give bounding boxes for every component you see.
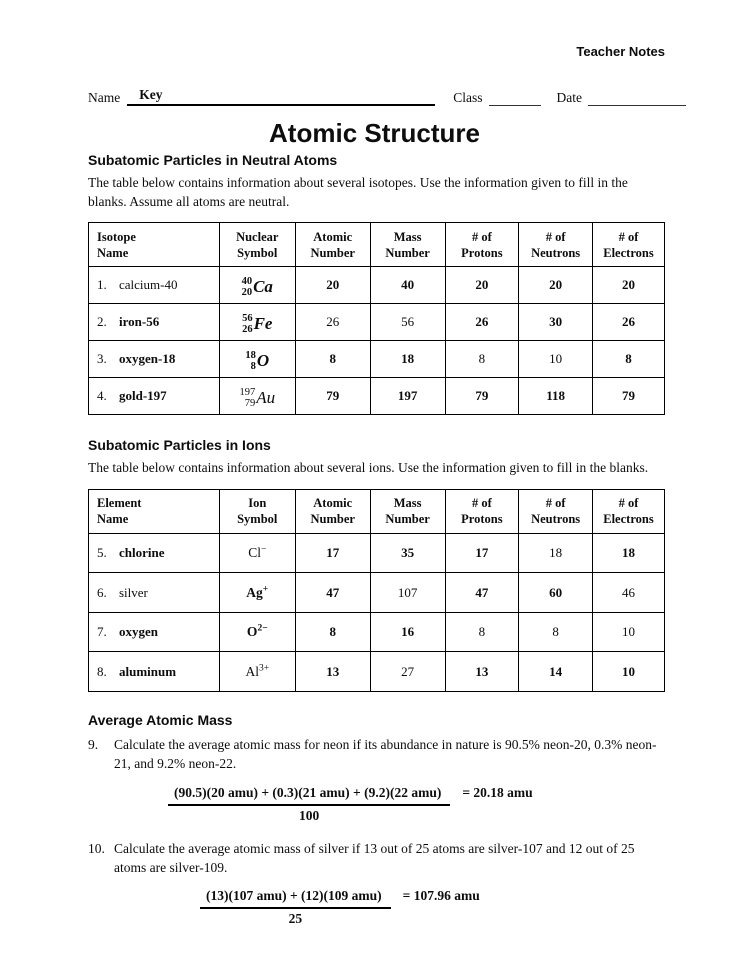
ions-table-name-cell — [89, 573, 220, 613]
ions-table-value-cell-1: 35 — [370, 533, 445, 573]
isotopes-table-name: iron-56 — [119, 314, 160, 330]
question-10-fraction — [200, 888, 391, 927]
isotopes-table-header-2: Atomic Number — [295, 223, 370, 267]
ion-symbol: Ag+ — [246, 584, 269, 600]
nuclear-symbol — [245, 350, 269, 373]
teacher-notes-label: Teacher Notes — [576, 44, 665, 59]
ions-table-value-cell-3: 14 — [519, 652, 593, 692]
isotopes-table — [88, 222, 665, 415]
isotopes-table-value-cell-3: 30 — [519, 304, 593, 341]
isotopes-table-value-cell-1: 40 — [370, 267, 445, 304]
question-9-number: 9. — [88, 736, 99, 752]
nuclear-symbol — [239, 387, 275, 410]
isotopes-table-value-cell-1: 18 — [370, 341, 445, 378]
name-value: Key — [139, 87, 163, 102]
element-symbol: O — [256, 351, 270, 371]
ions-table-row — [89, 612, 665, 652]
question-9-numerator: (90.5)(20 amu) + (0.3)(21 amu) + (9.2)(22 amu) — [168, 785, 450, 806]
ions-table-header-1: Ion Symbol — [219, 489, 295, 533]
question-10 — [88, 840, 665, 878]
question-9-result: = 20.18 amu — [462, 784, 533, 800]
ions-table-header-5: # of Neutrons — [519, 489, 593, 533]
ions-table-value-cell-0: 13 — [295, 652, 370, 692]
isotopes-table-value-cell-4: 8 — [592, 341, 664, 378]
ions-table-value-cell-0: 8 — [295, 612, 370, 652]
element-symbol: Ca — [253, 277, 273, 297]
isotopes-table-name: calcium-40 — [119, 277, 178, 293]
ions-table-value-cell-4: 10 — [592, 612, 664, 652]
ions-table-symbol-cell — [219, 652, 295, 692]
question-10-text: Calculate the average atomic mass of silver if 13 out of 25 atoms are silver-107 and 12 out of 25 atoms are silver-109. — [114, 840, 635, 875]
isotopes-table-row-number: 3. — [97, 351, 107, 367]
isotopes-table-header-3: Mass Number — [370, 223, 445, 267]
class-label: Class — [453, 90, 483, 105]
isotopes-table-header-row — [89, 223, 665, 267]
ions-table-header-3: Mass Number — [370, 489, 445, 533]
ions-table-value-cell-2: 47 — [445, 573, 519, 613]
ion-symbol: $Al^{3+}$ — [245, 663, 270, 679]
isotopes-table-row-number: 2. — [97, 314, 107, 330]
section-neutral-atoms-heading: Subatomic Particles in Neutral Atoms — [88, 152, 338, 168]
page-title: Atomic Structure — [269, 118, 480, 148]
section-ions-heading: Subatomic Particles in Ions — [88, 437, 271, 454]
date-field — [588, 91, 686, 106]
ions-table-value-cell-3: 8 — [519, 612, 593, 652]
isotopes-table-row-number: 4. — [97, 388, 107, 404]
isotopes-table-header-4: # of Protons — [445, 223, 519, 267]
ions-table-value-cell-0: 47 — [295, 573, 370, 613]
ions-table-name: oxygen — [119, 624, 158, 640]
section-ions-intro: The table below contains information about several ions. Use the information given to fill in the blanks. — [88, 460, 649, 476]
question-10-number: 10. — [88, 840, 105, 856]
isotopes-table-name-cell — [89, 267, 220, 304]
isotopes-table-value-cell-4: 79 — [592, 378, 664, 415]
ions-table-header-row — [89, 489, 665, 533]
ions-table-value-cell-0: 17 — [295, 533, 370, 573]
ions-table-row-number: 8. — [97, 663, 107, 679]
ions-table-row — [89, 533, 665, 573]
ions-table-row-number: 6. — [97, 584, 107, 600]
question-9-text: Calculate the average atomic mass for neon if its abundance in nature is 90.5% neon-20, 0.3% neon-21, and 9.2% neon-22. — [114, 736, 657, 771]
isotopes-table-header-1: Nuclear Symbol — [219, 223, 295, 267]
ions-table-value-cell-3: 60 — [519, 573, 593, 613]
ions-table-row — [89, 573, 665, 613]
isotopes-table-value-cell-4: 20 — [592, 267, 664, 304]
ions-table-header-2: Atomic Number — [295, 489, 370, 533]
mass-atomic-stack: 56 26 — [242, 312, 253, 336]
ion-symbol: $O^{2-}$ — [246, 623, 268, 640]
ions-table-value-cell-4: 18 — [592, 533, 664, 573]
ions-table-symbol-cell — [219, 533, 295, 573]
ions-table-row — [89, 652, 665, 692]
isotopes-table-value-cell-1: 56 — [370, 304, 445, 341]
isotopes-table-symbol-cell — [219, 267, 295, 304]
question-9 — [88, 736, 665, 774]
ions-table-value-cell-3: 18 — [519, 533, 593, 573]
isotopes-table-value-cell-0: 8 — [295, 341, 370, 378]
isotopes-table-name-cell — [89, 304, 220, 341]
isotopes-table-row — [89, 304, 665, 341]
name-field — [127, 87, 435, 106]
ions-table-value-cell-4: 46 — [592, 573, 664, 613]
ions-table-value-cell-4: 10 — [592, 652, 664, 692]
isotopes-table-value-cell-2: 8 — [445, 341, 519, 378]
isotopes-table-value-cell-3: 20 — [519, 267, 593, 304]
isotopes-table-symbol-cell — [219, 304, 295, 341]
isotopes-table-row — [89, 378, 665, 415]
question-10-denominator: 25 — [288, 911, 303, 927]
name-label: Name — [88, 90, 121, 105]
ions-table-name-cell — [89, 533, 220, 573]
isotopes-table-name: gold-197 — [119, 388, 167, 404]
ions-table-name: chlorine — [119, 545, 165, 561]
ions-table-value-cell-1: 27 — [370, 652, 445, 692]
isotopes-table-symbol-cell — [219, 378, 295, 415]
section-average-mass-heading: Average Atomic Mass — [88, 711, 233, 728]
isotopes-table-value-cell-3: 10 — [519, 341, 593, 378]
mass-atomic-stack: 40 20 — [241, 275, 253, 299]
ions-table — [88, 489, 665, 692]
ions-table-value-cell-2: 17 — [445, 533, 519, 573]
ions-table-symbol-cell — [219, 612, 295, 652]
mass-atomic-stack: 197 79 — [239, 386, 256, 410]
isotopes-table-value-cell-2: 20 — [445, 267, 519, 304]
nuclear-symbol — [242, 276, 273, 299]
isotopes-table-value-cell-2: 79 — [445, 378, 519, 415]
element-symbol: Au — [256, 388, 276, 408]
ions-table-row-number: 7. — [97, 624, 107, 640]
isotopes-table-symbol-cell — [219, 341, 295, 378]
isotopes-table-header-6: # of Electrons — [592, 223, 664, 267]
class-field — [489, 91, 541, 106]
isotopes-table-value-cell-1: 197 — [370, 378, 445, 415]
isotopes-table-value-cell-2: 26 — [445, 304, 519, 341]
ion-symbol: Cl− — [248, 544, 267, 561]
ions-table-name-cell — [89, 652, 220, 692]
question-10-answer — [200, 888, 665, 927]
isotopes-table-value-cell-3: 118 — [519, 378, 593, 415]
ions-table-value-cell-2: 8 — [445, 612, 519, 652]
isotopes-table-row — [89, 267, 665, 304]
isotopes-table-name: oxygen-18 — [119, 351, 176, 367]
question-9-denominator: 100 — [299, 807, 320, 823]
isotopes-table-header-0: Isotope Name — [89, 223, 220, 267]
ions-table-header-0: Element Name — [89, 489, 220, 533]
isotopes-table-name-cell — [89, 378, 220, 415]
mass-atomic-stack: 18 8 — [245, 349, 256, 373]
element-symbol: Fe — [253, 314, 273, 334]
nuclear-symbol — [242, 313, 272, 336]
ions-table-name: silver — [119, 584, 148, 600]
question-9-fraction — [168, 785, 450, 824]
isotopes-table-row — [89, 341, 665, 378]
isotopes-table-value-cell-0: 26 — [295, 304, 370, 341]
question-10-result: = 107.96 amu — [402, 888, 480, 904]
ions-table-header-4: # of Protons — [445, 489, 519, 533]
question-10-numerator: (13)(107 amu) + (12)(109 amu) — [200, 888, 391, 909]
ions-table-name-cell — [89, 612, 220, 652]
isotopes-table-row-number: 1. — [97, 277, 107, 293]
question-9-answer — [168, 785, 665, 824]
ions-table-symbol-cell — [219, 573, 295, 613]
date-label: Date — [556, 90, 582, 105]
isotopes-table-header-5: # of Neutrons — [519, 223, 593, 267]
isotopes-table-name-cell — [89, 341, 220, 378]
ions-table-value-cell-2: 13 — [445, 652, 519, 692]
ions-table-row-number: 5. — [97, 545, 107, 561]
ions-table-value-cell-1: 16 — [370, 612, 445, 652]
section-neutral-atoms-intro: The table below contains information about several isotopes. Use the information given to fill in the blanks. Assume all atoms are neutral. — [88, 175, 628, 209]
ions-table-header-6: # of Electrons — [592, 489, 664, 533]
isotopes-table-value-cell-0: 79 — [295, 378, 370, 415]
name-class-date-row — [88, 87, 663, 106]
ions-table-value-cell-1: 107 — [370, 573, 445, 613]
isotopes-table-value-cell-4: 26 — [592, 304, 664, 341]
isotopes-table-value-cell-0: 20 — [295, 267, 370, 304]
worksheet-content — [88, 152, 665, 927]
ions-table-name: aluminum — [119, 663, 177, 679]
